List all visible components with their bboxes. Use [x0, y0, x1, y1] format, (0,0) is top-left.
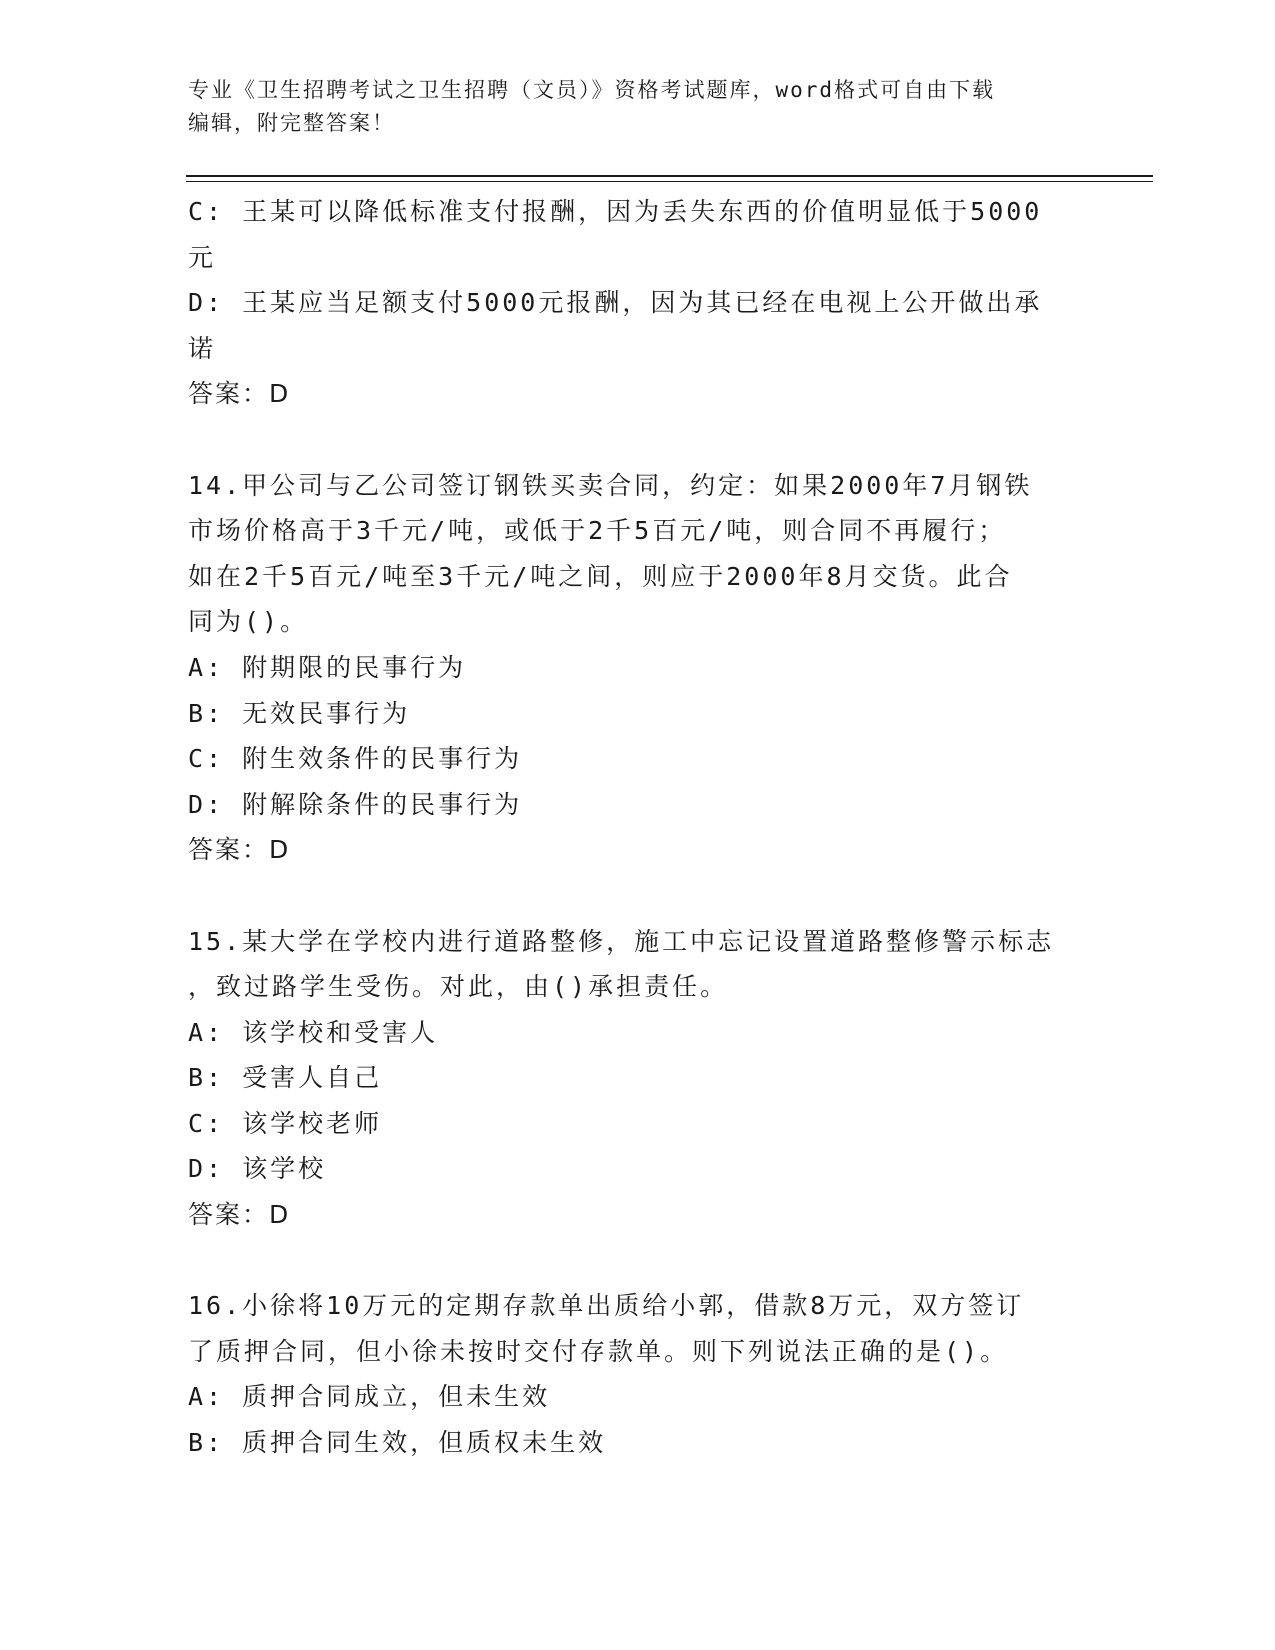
option-a: A: 附期限的民事行为 — [188, 652, 467, 682]
option-d: D: 该学校 — [188, 1154, 327, 1184]
header-line-2: 编辑，附完整答案！ — [188, 111, 395, 135]
option-b: B: 质押合同生效，但质权未生效 — [188, 1428, 607, 1458]
question-13-tail — [188, 189, 1088, 417]
spacer — [188, 873, 1088, 919]
header-line-1: 专业《卫生招聘考试之卫生招聘（文员）》资格考试题库，word格式可自由下载 — [188, 78, 996, 102]
answer-line: 答案：D — [188, 835, 291, 865]
option-b: B: 无效民事行为 — [188, 698, 411, 728]
spacer — [188, 417, 1088, 463]
question-stem-line: 了质押合同，但小徐未按时交付存款单。则下列说法正确的是()。 — [188, 1336, 1009, 1366]
document-body — [188, 189, 1088, 1466]
question-14 — [188, 463, 1088, 873]
option-c: C: 附生效条件的民事行为 — [188, 744, 523, 774]
option-c-line: 元 — [188, 242, 217, 272]
spacer — [188, 1238, 1088, 1284]
question-15 — [188, 919, 1088, 1238]
option-a: A: 质押合同成立，但未生效 — [188, 1382, 551, 1412]
question-stem-line: 同为()。 — [188, 607, 309, 637]
question-16 — [188, 1283, 1088, 1465]
header-rule-thin — [186, 181, 1153, 182]
answer-line: 答案：D — [188, 1200, 291, 1230]
header-rule-thick — [186, 175, 1153, 177]
answer-line: 答案：D — [188, 379, 291, 409]
question-stem-line: 15.某大学在学校内进行道路整修，施工中忘记设置道路整修警示标志 — [188, 926, 1055, 956]
question-stem-line: 14.甲公司与乙公司签订钢铁买卖合同，约定：如果2000年7月钢铁 — [188, 470, 1033, 500]
option-a: A: 该学校和受害人 — [188, 1017, 439, 1047]
question-stem-line: 市场价格高于3千元/吨，或低于2千5百元/吨，则合同不再履行； — [188, 516, 1007, 546]
option-c: C: 该学校老师 — [188, 1108, 383, 1138]
option-d: D: 附解除条件的民事行为 — [188, 789, 523, 819]
option-b: B: 受害人自己 — [188, 1063, 383, 1093]
option-d-line: D: 王某应当足额支付5000元报酬，因为其已经在电视上公开做出承 — [188, 288, 1043, 318]
option-d-line: 诺 — [188, 333, 217, 363]
document-header — [188, 74, 1088, 140]
question-stem-line: 16.小徐将10万元的定期存款单出质给小郭，借款8万元，双方签订 — [188, 1291, 1025, 1321]
question-stem-line: ，致过路学生受伤。对此，由()承担责任。 — [188, 972, 729, 1002]
question-stem-line: 如在2千5百元/吨至3千元/吨之间，则应于2000年8月交货。此合 — [188, 561, 1013, 591]
option-c-line: C: 王某可以降低标准支付报酬，因为丢失东西的价值明显低于5000 — [188, 197, 1043, 226]
